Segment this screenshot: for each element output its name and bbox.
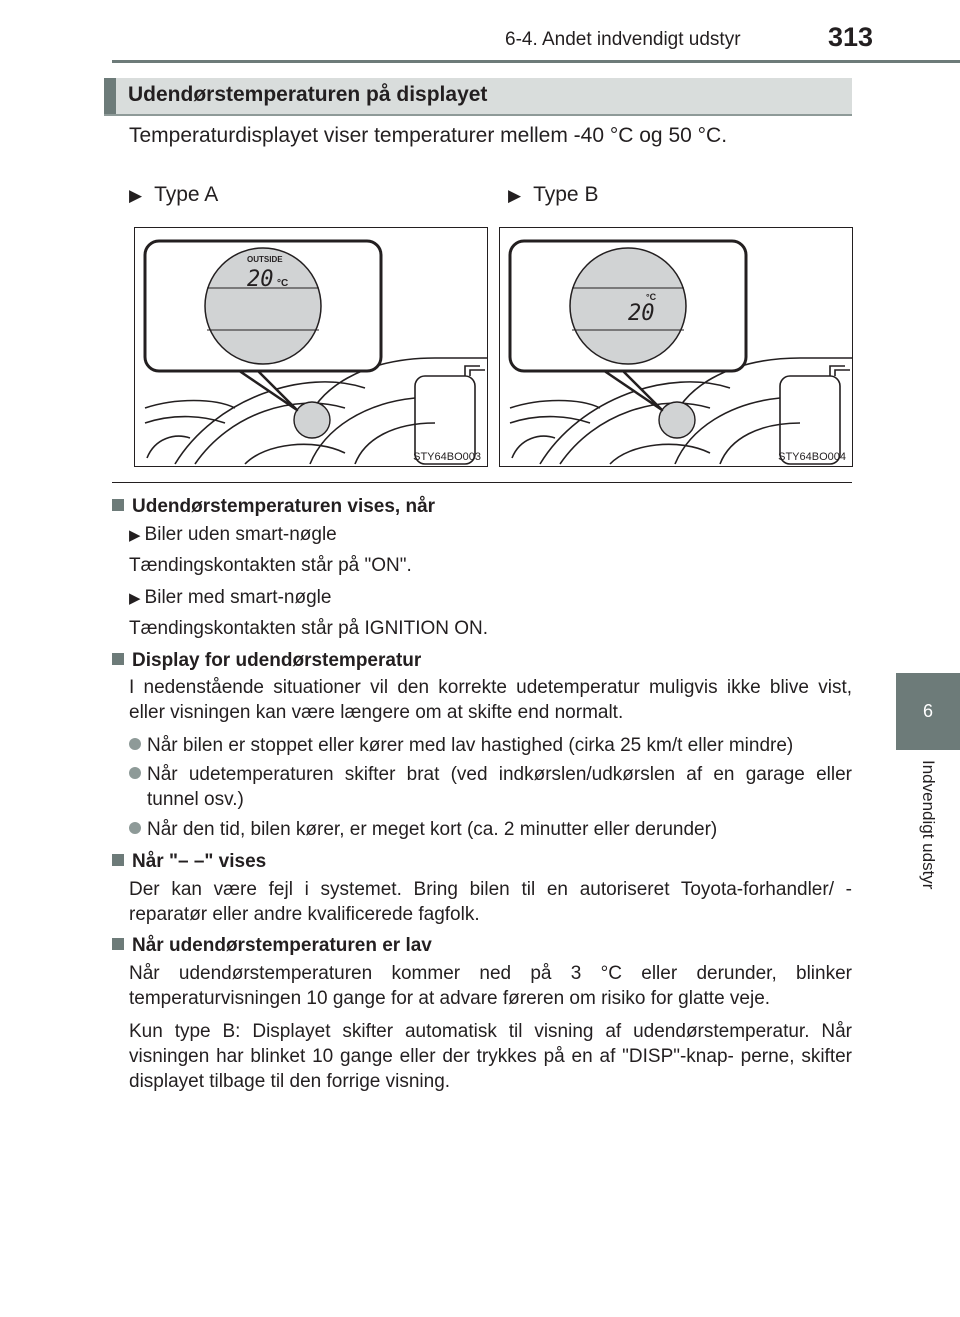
bullet-s2-b2-text: Når udetemperaturen skifter brat (ved indkørslen/udkørslen af en garage eller tunnel osv.) bbox=[147, 764, 852, 810]
intro-text: Temperaturdisplayet viser temperaturer mellem -40 °C og 50 °C. bbox=[129, 124, 728, 147]
display-unit-b: °C bbox=[646, 292, 657, 302]
triangle-right-icon: ▶ bbox=[129, 186, 143, 205]
triangle-right-icon: ▶ bbox=[508, 186, 522, 205]
arrow-item-s1-a1-text: Biler uden smart-nøgle bbox=[144, 524, 337, 545]
running-header-section: 6-4. Andet indvendigt udstyr bbox=[505, 29, 741, 50]
type-a-label: Type A bbox=[154, 183, 219, 206]
bullet-s2-b3-text: Når den tid, bilen kører, er meget kort (ca. 2 minutter eller derunder) bbox=[147, 819, 718, 840]
square-bullet-icon bbox=[112, 854, 124, 866]
round-bullet-icon bbox=[129, 738, 141, 750]
arrow-item-s1-a2 bbox=[129, 585, 331, 611]
heading-s2-text: Display for udendørstemperatur bbox=[132, 650, 422, 671]
section-title-bar bbox=[104, 78, 852, 116]
type-b-label: Type B bbox=[533, 183, 599, 206]
figure-type-a bbox=[134, 227, 488, 467]
chapter-tab: 6 bbox=[896, 673, 960, 750]
triangle-right-icon: ▶ bbox=[129, 590, 141, 607]
display-value-a: 20 bbox=[247, 267, 274, 292]
text-s3: Der kan være fejl i systemet. Bring bilen til en autoriseret Toyota-forhandler/ -reparatør eller andre kvalificerede fagfolk. bbox=[129, 879, 852, 925]
heading-s1 bbox=[112, 494, 852, 519]
text-s1-p1: Tændingskontakten står på "ON". bbox=[129, 555, 412, 576]
arrow-item-s1-a1 bbox=[129, 522, 337, 548]
heading-s1-text: Udendørstemperaturen vises, når bbox=[132, 496, 436, 517]
figure-code-a: STY64BO003 bbox=[413, 451, 481, 463]
section-title: Udendørstemperaturen på displayet bbox=[128, 83, 488, 106]
display-value-b: 20 bbox=[628, 301, 655, 326]
section-rule bbox=[112, 482, 852, 483]
text-s4-p1: Når udendørstemperaturen kommer ned på 3 °C eller derunder, blinker temperaturvisningen 10 gange for at advare føreren om risiko for glatte veje. bbox=[129, 963, 852, 1009]
heading-s3-text: Når "– –" vises bbox=[132, 851, 267, 872]
dashboard-illustration-a bbox=[135, 228, 487, 466]
round-bullet-icon bbox=[129, 767, 141, 779]
triangle-right-icon: ▶ bbox=[129, 527, 141, 544]
figure-type-b bbox=[499, 227, 853, 467]
bullet-s2-b1-text: Når bilen er stoppet eller kører med lav hastighed (cirka 25 km/t eller mindre) bbox=[147, 735, 794, 756]
text-s2: I nedenstående situationer vil den korrekte udetemperatur muligvis ikke blive vist, eller visningen kan være længere om at skifte end normalt. bbox=[129, 677, 852, 723]
header-rule bbox=[112, 60, 960, 63]
square-bullet-icon bbox=[112, 653, 124, 665]
bullet-s2-b3 bbox=[129, 817, 852, 842]
heading-s4-text: Når udendørstemperaturen er lav bbox=[132, 935, 432, 956]
heading-s3 bbox=[112, 849, 852, 874]
text-s1-p2: Tændingskontakten står på IGNITION ON. bbox=[129, 618, 489, 639]
display-top-text-a: OUTSIDE bbox=[247, 255, 283, 264]
arrow-item-s1-a2-text: Biler med smart-nøgle bbox=[144, 587, 332, 608]
display-unit-a: °C bbox=[277, 278, 289, 289]
heading-s2 bbox=[112, 648, 852, 673]
heading-s4 bbox=[112, 933, 852, 958]
square-bullet-icon bbox=[112, 499, 124, 511]
bullet-s2-b2 bbox=[129, 762, 852, 812]
type-a-label-row bbox=[129, 183, 218, 207]
round-bullet-icon bbox=[129, 822, 141, 834]
type-b-label-row bbox=[508, 183, 598, 207]
page-number: 313 bbox=[828, 22, 874, 52]
text-s4-p2: Kun type B: Displayet skifter automatisk til visning af udendørstemperatur. Når visningen har blinket 10 gange eller der trykkes på en af "DISP"-knap- perne, skifter displayet tilbage til den forrige visning. bbox=[129, 1021, 852, 1092]
square-bullet-icon bbox=[112, 938, 124, 950]
dashboard-illustration-b bbox=[500, 228, 852, 466]
figure-code-b: STY64BO004 bbox=[778, 451, 846, 463]
title-accent bbox=[104, 78, 116, 114]
bullet-s2-b1 bbox=[129, 733, 852, 758]
chapter-tab-label: Indvendigt udstyr bbox=[919, 760, 938, 890]
